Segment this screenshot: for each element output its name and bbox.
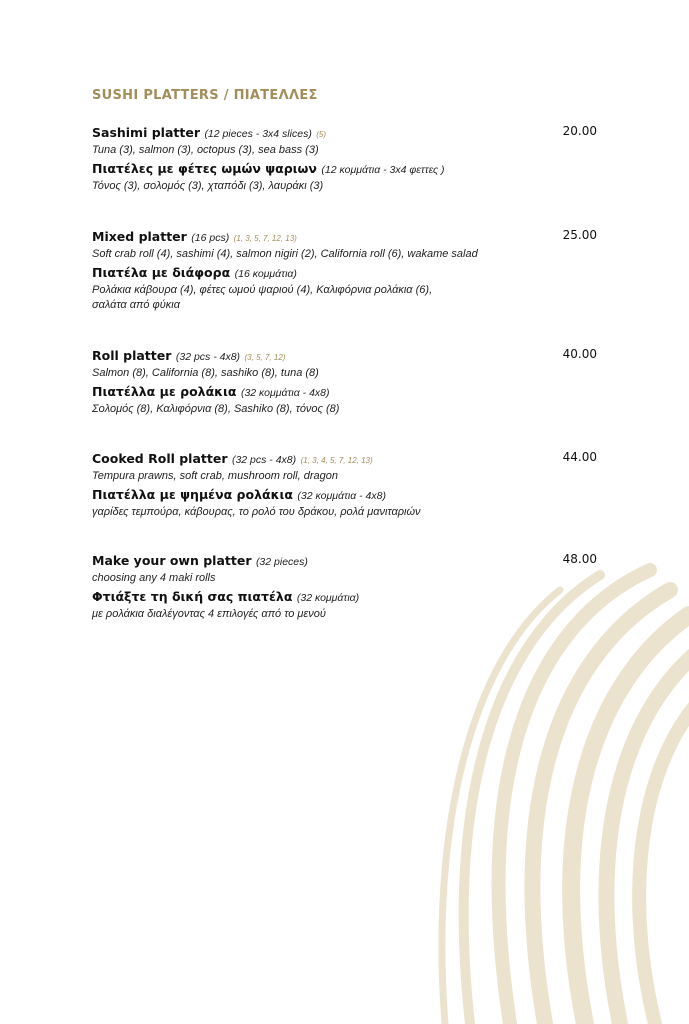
item-name-en: Mixed platter: [92, 229, 187, 244]
item-qty-en: (12 pieces - 3x4 slices): [204, 128, 312, 140]
item-desc-gr: με ρολάκια διαλέγοντας 4 επιλογές από το μενού: [92, 608, 326, 620]
item-qty-gr: (32 κομμάτια): [296, 592, 360, 604]
item-name-gr: Πιατέλλα με ψημένα ρολάκια: [92, 487, 293, 502]
item-allergens: (3, 5, 7, 12): [244, 353, 286, 362]
item-qty-gr: (16 κομμάτια): [234, 268, 297, 280]
item-qty-gr: (32 κομμάτια - 4x8): [240, 387, 330, 399]
item-price: 44.00: [562, 450, 597, 464]
item-name-en: Make your own platter: [92, 553, 252, 568]
item-price: 25.00: [562, 228, 597, 242]
item-desc-en: Salmon (8), California (8), sashiko (8), tuna (8): [92, 367, 319, 379]
item-allergens: (1, 3, 4, 5, 7, 12, 13): [300, 456, 373, 465]
item-desc-en: Tempura prawns, soft crab, mushroom roll, dragon: [92, 470, 338, 482]
item-name-gr: Πιατέλα με διάφορα: [92, 265, 231, 280]
item-desc-en: choosing any 4 maki rolls: [92, 572, 216, 584]
item-desc-en: Tuna (3), salmon (3), octopus (3), sea bass (3): [92, 144, 319, 156]
item-qty-en: (16 pcs): [191, 232, 230, 244]
item-desc-gr-cont: σαλάτα από φύκια: [92, 299, 180, 311]
item-desc-gr: Σολομός (8), Καλιφόρνια (8), Sashiko (8), τόνος (8): [92, 403, 340, 415]
item-desc-gr: γαρίδες τεμπούρα, κάβουρας, το ρολό του δράκου, ρολά μανιταριών: [92, 506, 421, 518]
menu-item: [92, 347, 597, 417]
item-name-gr: Πιατέλες με φέτες ωμών ψαριων: [92, 161, 317, 176]
item-name-gr: Πιατέλλα με ρολάκια: [92, 384, 237, 399]
item-name-en: Sashimi platter: [92, 125, 200, 140]
item-desc-gr: Ρολάκια κάβουρα (4), φέτες ωμού ψαριού (4), Καλιφόρνια ρολάκια (6),: [92, 284, 433, 296]
menu-item: [92, 228, 597, 313]
item-price: 40.00: [562, 347, 597, 361]
item-name-gr: Φτιάξτε τη δική σας πιατέλα: [92, 589, 293, 604]
item-qty-en: (32 pcs - 4x8): [175, 351, 241, 363]
item-name-en: Roll platter: [92, 348, 172, 363]
item-qty-gr: (32 κομμάτια - 4x8): [297, 490, 386, 502]
item-allergens: (1, 3, 5, 7, 12, 13): [233, 234, 297, 243]
menu-item: [92, 124, 597, 194]
item-qty-gr: (12 κομμάτια - 3x4 φεττες ): [321, 164, 445, 176]
item-price: 20.00: [562, 124, 597, 138]
item-desc-gr: Τόνος (3), σολομός (3), χταπόδι (3), λαυράκι (3): [92, 180, 324, 192]
menu-item: [92, 552, 597, 622]
menu-item: [92, 450, 597, 520]
section-title: SUSHI PLATTERS / ΠΙΑΤΕΛΛΕΣ: [92, 88, 318, 103]
item-desc-en: Soft crab roll (4), sashimi (4), salmon nigiri (2), California roll (6), wakame salad: [92, 248, 478, 260]
item-price: 48.00: [562, 552, 597, 566]
item-allergens: (5): [316, 130, 327, 139]
item-qty-en: (32 pieces): [255, 556, 308, 568]
item-qty-en: (32 pcs - 4x8): [231, 454, 297, 466]
item-name-en: Cooked Roll platter: [92, 451, 228, 466]
